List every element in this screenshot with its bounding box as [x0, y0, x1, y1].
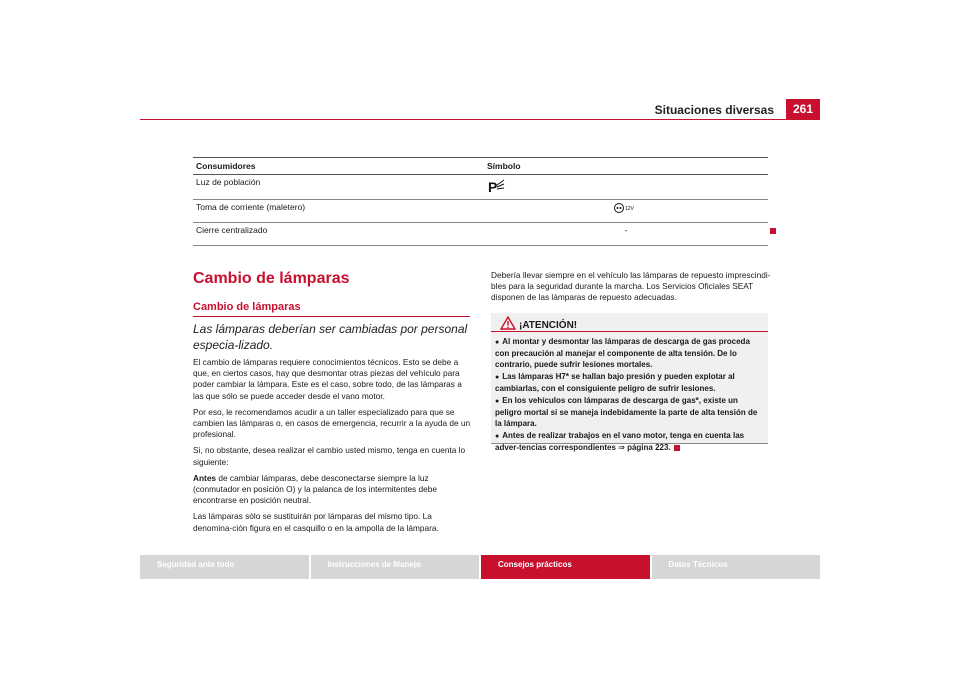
paragraph-bold-lead: Antes	[193, 472, 217, 483]
paragraph: El cambio de lámparas requiere conocimientos técnicos. Esto se debe a que, en ciertos casos, hay que desmontar otras piezas del vehículo para poder cambiar la lámpara. Este es el caso, sobre todo, de las lámparas a las que sólo se puede acceder desde el vano motor.	[193, 357, 462, 401]
parking-light-icon	[487, 177, 505, 195]
warning-item: ● Al montar y desmontar las lámparas de descarga de gas proceda con precaución al manejar el componente de alta tensión. De lo contrario, puede sufrir lesiones mortales.	[495, 336, 765, 370]
warning-item: ● Las lámparas H7* se hallan bajo presión y pueden explotar al cambiarlas, con el consiguiente peligro de sufrir lesiones.	[495, 371, 765, 394]
body-left-column	[193, 357, 473, 539]
table-cell-symbol: -	[484, 223, 768, 246]
paragraph: Si, no obstante, desea realizar el cambio usted mismo, tenga en cuenta lo siguiente:	[193, 445, 466, 467]
table-row	[193, 200, 768, 223]
warning-rule	[491, 331, 768, 332]
table-cell-symbol	[484, 200, 768, 223]
lead-text: Las lámparas deberían ser cambiadas por personal especia-lizado.	[193, 322, 468, 352]
body-right-paragraph: Debería llevar siempre en el vehículo las lámparas de repuesto imprescindi-bles para la seguridad durante la marcha. Los Servicios Oficiales SEAT disponen de las lámparas de repuesto adecuadas.	[491, 270, 771, 303]
paragraph	[193, 473, 473, 507]
table-cell-name: Luz de población	[193, 175, 484, 200]
consumers-symbol-table	[193, 157, 768, 246]
tab-instrucciones[interactable]: Instrucciones de Manejo	[311, 555, 480, 579]
tab-datos[interactable]: Datos Técnicos	[652, 555, 821, 579]
socket-12v-label: 12V	[625, 206, 634, 212]
warning-item: ● En los vehículos con lámparas de descarga de gas*, existe un peligro mortal si se maneja indebidamente la parte de alta tensión de la lámpara.	[495, 395, 765, 429]
section-subtitle: Cambio de lámparas	[193, 301, 301, 313]
table-cell-symbol	[484, 175, 768, 200]
section-title: Cambio de lámparas	[193, 270, 350, 287]
table-header-consumers: Consumidores	[193, 158, 484, 175]
warning-title: ¡ATENCIÓN!	[519, 320, 578, 331]
page-number: 261	[786, 99, 820, 119]
warning-triangle-icon	[500, 316, 516, 330]
paragraph: Por eso, le recomendamos acudir a un taller especializado para que se cambien las lámparas o, en casos de emergencia, recurrir a la ayuda de un profesional.	[193, 406, 471, 440]
table-cell-name: Cierre centralizado	[193, 223, 484, 246]
warning-item	[495, 430, 765, 453]
warning-item-text: Antes de realizar trabajos en el vano motor, tenga en cuenta las adver-tencias correspondientes ⇒ página 223.	[495, 431, 745, 452]
tab-consejos[interactable]: Consejos prácticos	[481, 555, 650, 579]
footer-nav	[140, 555, 820, 579]
table-row	[193, 175, 768, 200]
warning-end-mark	[674, 445, 680, 451]
header-rule	[140, 119, 820, 120]
paragraph: Las lámparas sólo se sustituirán por lámparas del mismo tipo. La denomina-ción figura en el casquillo o en la ampolla de la lámpara.	[193, 511, 439, 533]
page-header-title: Situaciones diversas	[654, 103, 774, 117]
table-header-symbol: Símbolo	[484, 158, 768, 175]
table-row	[193, 223, 768, 246]
warning-list	[495, 336, 765, 454]
table-header-row	[193, 158, 768, 175]
socket-12v-icon	[614, 202, 638, 214]
paragraph-text: de cambiar lámparas, debe desconectarse siempre la luz (conmutador en posición O) y la palanca de los intermitentes debe encontrarse en posición neutral.	[193, 472, 437, 506]
subtitle-rule	[193, 316, 470, 317]
table-cell-name: Toma de corriente (maletero)	[193, 200, 484, 223]
tab-seguridad[interactable]: Seguridad ante todo	[140, 555, 309, 579]
table-end-mark	[770, 228, 776, 234]
svg-text:P: P	[488, 179, 498, 195]
